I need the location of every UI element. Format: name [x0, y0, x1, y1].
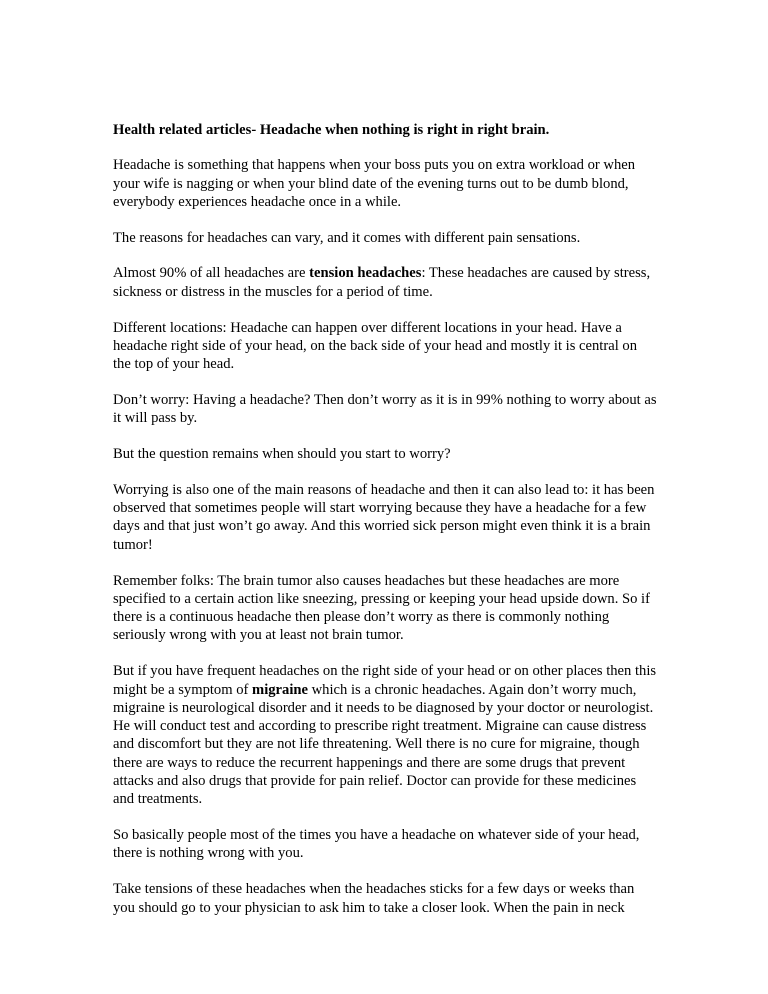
paragraph-intro: Headache is something that happens when your boss puts you on extra workload or when your wife is nagging or when your blind date of the evening turns out to be dumb blond, everybody experiences headache once in a while. [113, 157, 636, 210]
paragraph-text: : These headaches are caused by stress, sickness or distress in the muscles for a period of time. [113, 265, 651, 300]
document-title: Health related articles- Headache when nothing is right in right brain. [113, 122, 550, 138]
paragraph-worrying: Worrying is also one of the main reasons of headache and then it can also lead to: it has been observed that sometimes people will start worrying because they have a headache for a few days and that just won’t go away. And this worried sick person might even think it is a brain tumor! [113, 481, 655, 553]
paragraph-text: But if you have frequent headaches on the right side of your head or on other places then this might be a symptom of [113, 663, 657, 698]
paragraph-dont-worry: Don’t worry: Having a headache? Then don’t worry as it is in 99% nothing to worry about as it will pass by. [113, 391, 657, 427]
paragraph-basically: So basically people most of the times you have a headache on whatever side of your head, there is nothing wrong with you. [113, 827, 640, 862]
paragraph-tension-headaches [113, 264, 658, 301]
paragraph-brain-tumor: Remember folks: The brain tumor also causes headaches but these headaches are more specified to a certain action like sneezing, pressing or keeping your head upside down. So if there is a continuous headache then please don’t worry as there is commonly nothing seriously wrong with you at least not brain tumor. [113, 572, 650, 644]
paragraph-take-tensions: Take tensions of these headaches when the headaches sticks for a few days or weeks than you should go to your physician to ask him to take a closer look. When the pain in neck [113, 881, 635, 916]
paragraph-question: But the question remains when should you start to worry? [113, 446, 451, 463]
paragraph-reasons: The reasons for headaches can vary, and it comes with different pain sensations. [113, 229, 581, 246]
paragraph-locations: Different locations: Headache can happen over different locations in your head. Have a headache right side of your head, on the back side of your head and mostly it is central on the top of your head. [113, 319, 637, 373]
bold-term-tension-headaches: tension headaches [309, 265, 422, 282]
paragraph-migraine [113, 662, 658, 808]
bold-term-migraine: migraine [252, 681, 308, 698]
paragraph-text: which is a chronic headaches. Again don’t worry much, migraine is neurological disorder and it needs to be diagnosed by your doctor or neurologist. He will conduct test and according to prescribe right treatment. Migraine can cause distress and discomfort but they are not life threatening. Well there is no cure for migraine, though there are ways to reduce the recurrent happenings and there are some drugs that prevent attacks and also drugs that provide for pain relief. Doctor can provide for these medicines and treatments. [113, 681, 654, 808]
document-body [113, 121, 658, 934]
paragraph-text: Almost 90% of all headaches are [113, 265, 310, 282]
